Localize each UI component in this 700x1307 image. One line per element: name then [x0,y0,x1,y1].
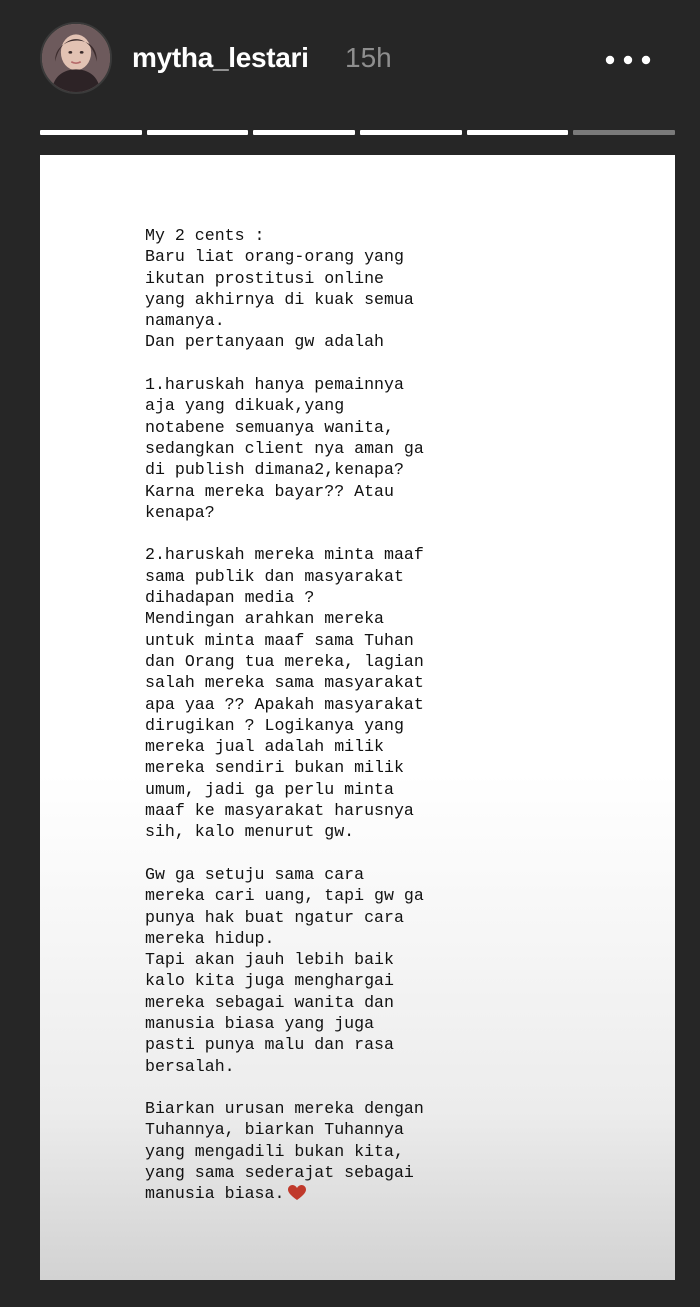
story-line: 1.haruskah hanya pemainnya [145,375,404,395]
story-line: My 2 cents : [145,226,265,245]
story-line: 2.haruskah mereka minta maaf [145,545,424,565]
progress-segment [573,130,675,135]
blank-line [145,1077,545,1098]
story-line: Mendingan arahkan mereka [145,609,384,629]
profile-avatar[interactable] [40,22,112,94]
story-line: Dan pertanyaan gw adalah [145,332,384,352]
story-line: mereka cari uang, tapi gw ga [145,886,424,906]
story-line: Baru liat orang-orang yang [145,247,404,267]
story-line: punya hak buat ngatur cara [145,907,404,927]
progress-segment [467,130,569,135]
progress-segment [147,130,249,135]
blank-line [145,843,545,864]
story-line: dirugikan ? Logikanya yang [145,715,404,735]
story-line: yang sama sederajat sebagai [145,1163,414,1183]
progress-segment [253,130,355,135]
more-dots-icon [604,55,652,65]
story-text [145,225,545,1205]
story-line: kalo kita juga menghargai [145,971,394,991]
story-progress-bar [40,130,675,135]
story-line: Karna mereka bayar?? Atau [145,481,394,501]
story-line: Biarkan urusan mereka dengan [145,1099,424,1119]
story-line: kenapa? [145,502,215,522]
story-line: pasti punya malu dan rasa [145,1035,394,1055]
blank-line [145,353,545,374]
story-line: dan Orang tua mereka, lagian [145,651,424,671]
story-line: manusia biasa. [145,1183,545,1204]
story-line: Tuhannya, biarkan Tuhannya [145,1120,404,1140]
more-options-button[interactable] [598,40,658,80]
story-line: mereka sendiri bukan milik [145,758,404,778]
story-line: aja yang dikuak,yang [145,396,345,416]
story-content[interactable] [40,155,675,1280]
story-line: ikutan prostitusi online [145,268,384,288]
story-line: Gw ga setuju sama cara [145,864,365,884]
story-line: notabene semuanya wanita, [145,417,394,437]
story-header [0,0,700,120]
story-line: umum, jadi ga perlu minta [145,779,394,799]
story-line: bersalah. [145,1056,235,1076]
story-line: namanya. [145,311,225,331]
story-line: yang mengadili bukan kita, [145,1141,404,1161]
story-line: sedangkan client nya aman ga [145,438,424,458]
progress-segment [360,130,462,135]
story-line: mereka sebagai wanita dan [145,992,394,1012]
username[interactable]: mytha_lestari [132,42,309,73]
story-line: Tapi akan jauh lebih baik [145,950,394,970]
blank-line [145,523,545,544]
story-line: sama publik dan masyarakat [145,566,404,586]
story-line: dihadapan media ? [145,588,315,608]
story-line: apa yaa ?? Apakah masyarakat [145,694,424,714]
story-line: salah mereka sama masyarakat [145,673,424,693]
story-line: sih, kalo menurut gw. [145,822,355,842]
story-line: manusia biasa yang juga [145,1013,375,1033]
story-line: maaf ke masyarakat harusnya [145,801,414,821]
story-line: mereka hidup. [145,928,275,948]
story-line: mereka jual adalah milik [145,737,384,757]
heart-icon [288,1185,306,1201]
story-line: yang akhirnya di kuak semua [145,289,414,309]
story-line: di publish dimana2,kenapa? [145,460,404,480]
post-timestamp: 15h [345,42,392,73]
story-line: untuk minta maaf sama Tuhan [145,630,414,650]
progress-segment [40,130,142,135]
avatar-image [42,24,110,92]
